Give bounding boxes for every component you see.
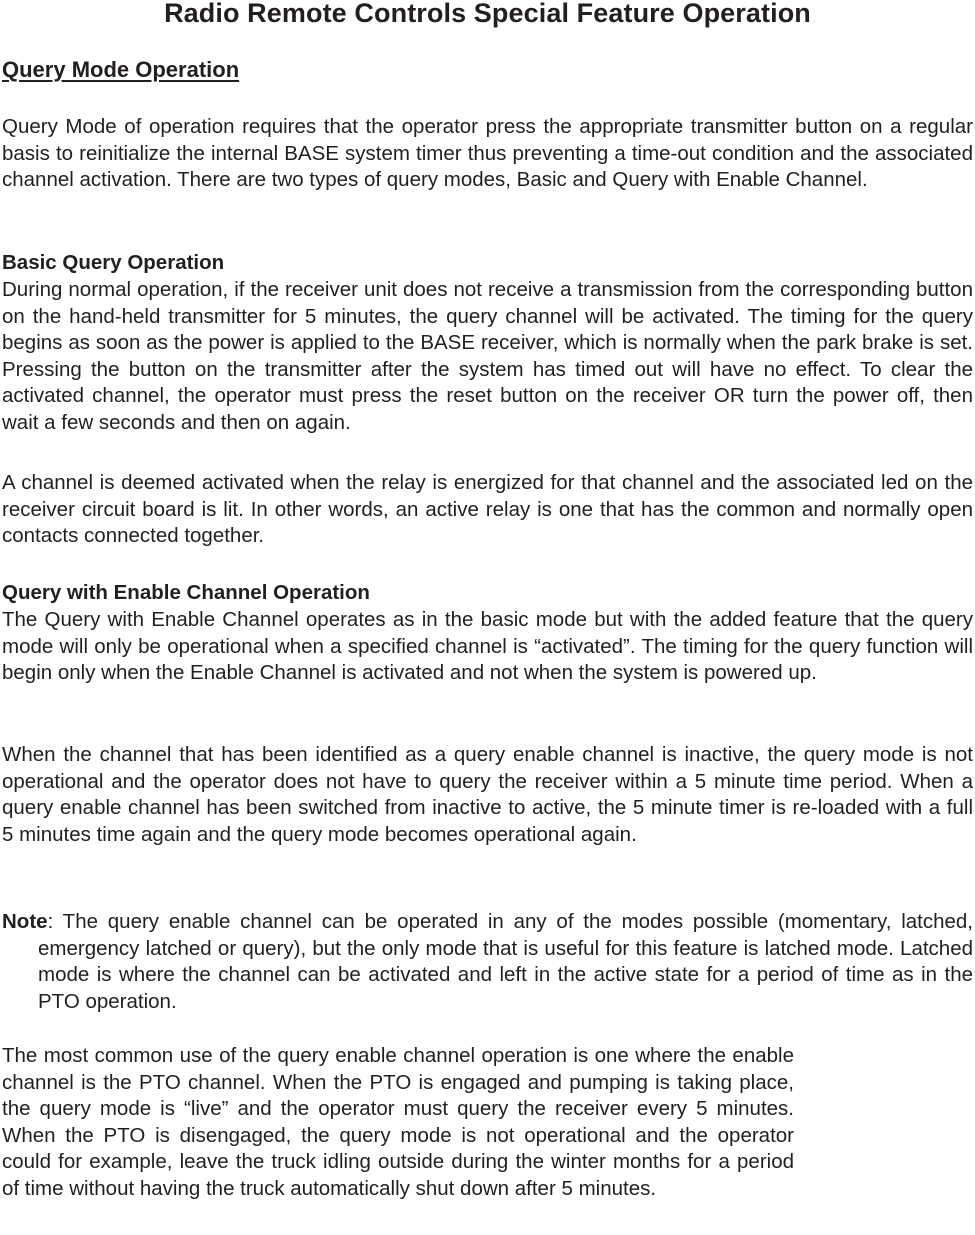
- basic-query-paragraph-1: During normal operation, if the receiver unit does not receive a transmission from the corresponding button on the hand-held transmitter for 5 minutes, the query channel will be activated. The timing for the query begins as soon as the power is applied to the BASE receiver, which is normally when the park brake is set. Pressing the button on the transmitter after the system has timed out will have no effect. To clear the activated channel, the operator must press the reset button on the receiver OR turn the power off, then wait a few seconds and then on again.: [2, 278, 973, 434]
- enable-channel-paragraph-2: When the channel that has been identified as a query enable channel is inactive, the query mode is not operational and the operator does not have to query the receiver within a 5 minute time period. When a query enable channel has been switched from inactive to active, the 5 minute timer is re-loaded with a full 5 minutes time again and the query mode becomes operational again.: [2, 743, 973, 846]
- basic-query-heading: Basic Query Operation: [2, 251, 225, 274]
- closing-paragraph: The most common use of the query enable channel operation is one where the enable channel is the PTO channel. When the PTO is engaged and pumping is taking place, the query mode is “live” and the operator must query the receiver every 5 minutes. When the PTO is disengaged, the query mode is not operational and the operator could for example, leave the truck idling outside during the winter months for a period of time without having the truck automatically shut down after 5 minutes.: [2, 1044, 794, 1200]
- enable-channel-paragraph-1: The Query with Enable Channel operates as in the basic mode but with the added feature that the query mode will only be operational when a specified channel is “activated”. The timing for the query function will begin only when the Enable Channel is activated and not when the system is powered up.: [2, 608, 973, 685]
- note-label: Note: [2, 910, 48, 933]
- basic-query-paragraph-2: A channel is deemed activated when the relay is energized for that channel and the associated led on the receiver circuit board is lit. In other words, an active relay is one that has the common and normally open contacts connected together.: [2, 471, 973, 548]
- section-heading-query-mode: Query Mode Operation: [2, 57, 240, 82]
- note-text: : The query enable channel can be operated in any of the modes possible (momentary, latched, emergency latched or query), but the only mode that is useful for this feature is latched mode. Latched mode is where the channel can be activated and left in the active state for a period of time as in the PTO operation.: [38, 910, 973, 1013]
- page-title: Radio Remote Controls Special Feature Operation: [164, 0, 811, 28]
- note-paragraph: [2, 909, 973, 1015]
- enable-channel-heading: Query with Enable Channel Operation: [2, 581, 370, 604]
- intro-paragraph: Query Mode of operation requires that the operator press the appropriate transmitter button on a regular basis to reinitialize the internal BASE system timer thus preventing a time-out condition and the associated channel activation. There are two types of query modes, Basic and Query with Enable Channel.: [2, 115, 973, 192]
